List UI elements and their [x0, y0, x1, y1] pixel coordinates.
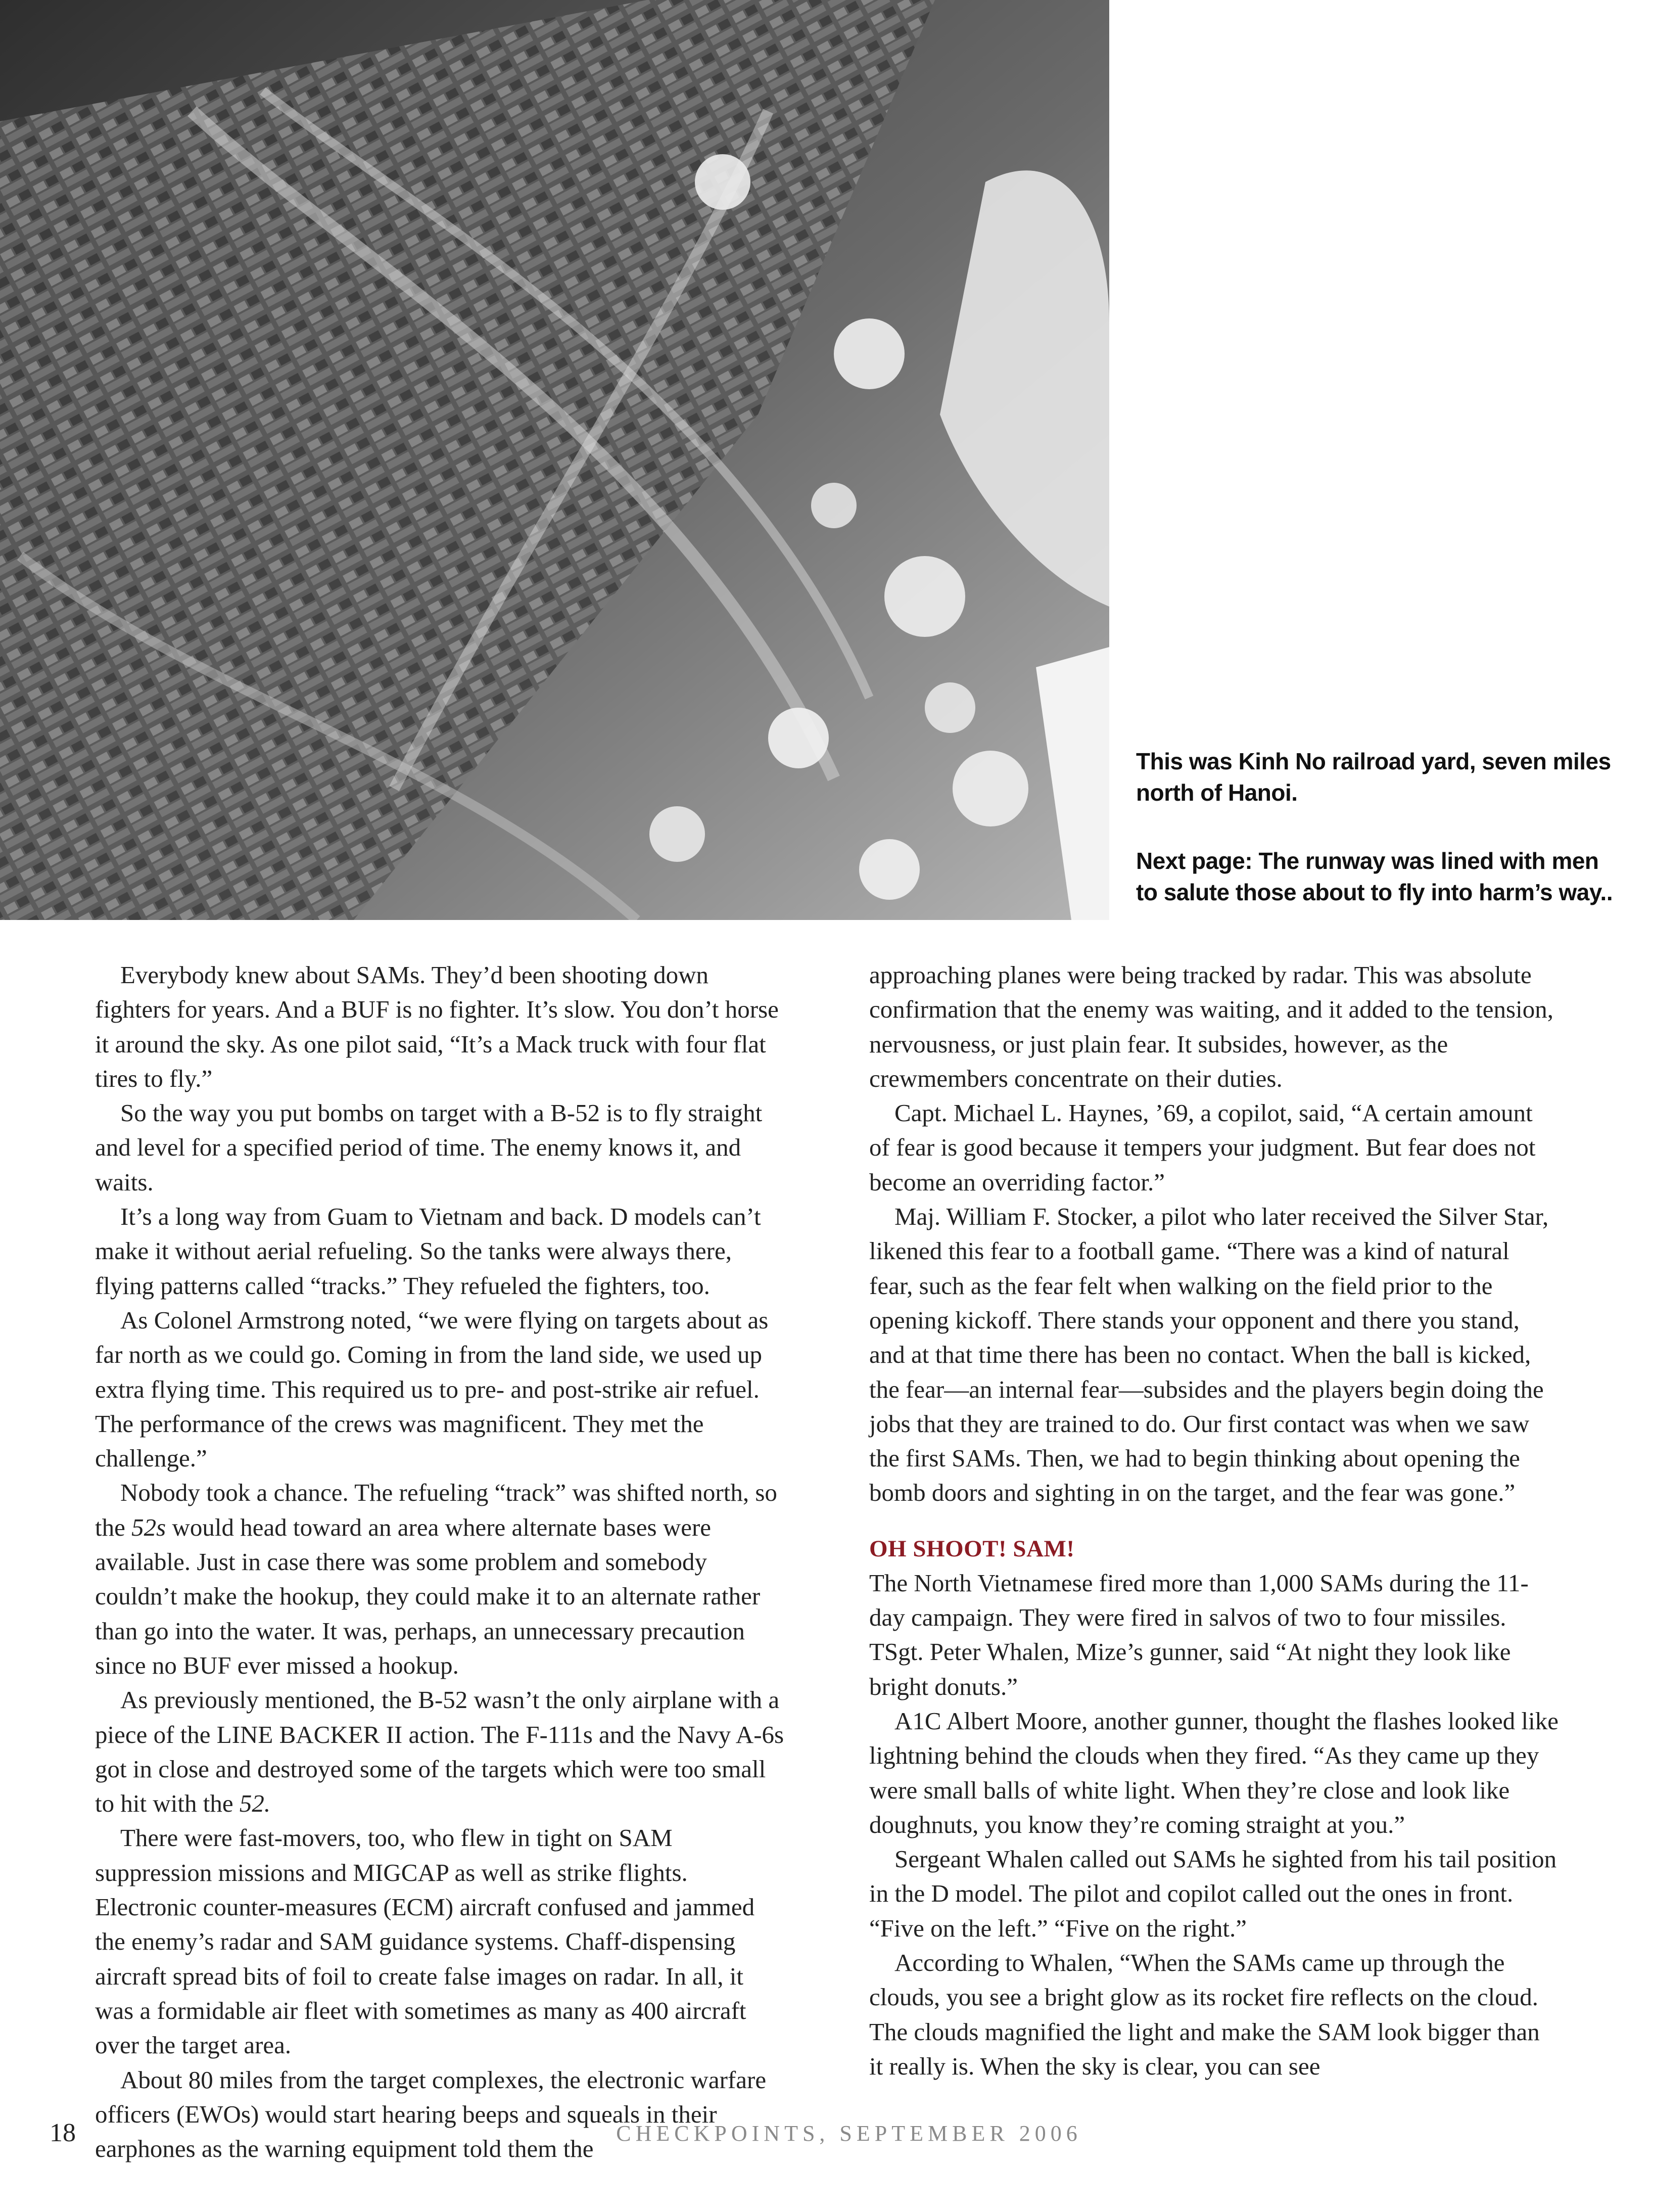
- paragraph: So the way you put bombs on target with a B-52 is to fly straight and level for a specified period of time. The enemy knows it, and waits.: [95, 1099, 763, 1196]
- paragraph: Everybody knew about SAMs. They’d been shooting down fighters for years. And a BUF is no fighter. It’s slow. You don’t horse it around the sky. As one pilot said, “It’s a Mack truck with four flat tires to fly.”: [95, 961, 779, 1092]
- page-number: 18: [50, 2118, 76, 2147]
- emphasis: 52.: [239, 1789, 271, 1818]
- left-column: [95, 958, 785, 2166]
- paragraph: [95, 1683, 785, 1821]
- paragraph: It’s a long way from Guam to Vietnam and back. D models can’t make it without aerial refueling. So the tanks were always there, flying patterns called “tracks.” They refueled the fighters, too.: [95, 1203, 761, 1300]
- paragraph: The North Vietnamese fired more than 1,000 SAMs during the 11-day campaign. They were fired in salvos of two to four missiles. TSgt. Peter Whalen, Mize’s gunner, said “At night they look like bright donuts.”: [869, 1569, 1529, 1700]
- paragraph: Maj. William F. Stocker, a pilot who later received the Silver Star, likened this fear to a football game. “There was a kind of natural fear, such as the fear felt when walking on the field prior to the opening kickoff. There stands your opponent and there you stand, and at that time there has been no contact. When the ball is kicked, the fear—an internal fear—subsides and the players begin doing the jobs that they are trained to do. Our first contact was when we saw the first SAMs. Then, we had to begin thinking about opening the bomb doors and sighting in on the target, and the fear was gone.”: [869, 1203, 1549, 1507]
- running-footer: CHECKPOINTS, SEPTEMBER 2006: [616, 2121, 1082, 2146]
- text-run: would head toward an area where alternate bases were available. Just in case there was some problem and somebody couldn’t make the hookup, they could make it to an alternate rather than go into the water. It was, perhaps, an unnecessary precaution since no BUF ever missed a hookup.: [95, 1513, 761, 1679]
- paragraph: approaching planes were being tracked by radar. This was absolute confirmation that the enemy was waiting, and it added to the tension, nervousness, or just plain fear. It subsides, however, as the crewmembers concentrate on their duties.: [869, 961, 1553, 1092]
- paragraph: A1C Albert Moore, another gunner, thought the flashes looked like lightning behind the clouds when they fired. “As they came up they were small balls of white light. When they’re close and look like doughnuts, you know they’re coming straight at you.”: [869, 1707, 1558, 1838]
- text-run: As previously mentioned, the B-52 wasn’t the only airplane with a piece of the LINE BACKER II action. The F-111s and the Navy A-6s got in close and destroyed some of the targets which were too small to hit with the: [95, 1686, 784, 1818]
- paragraph: As Colonel Armstrong noted, “we were flying on targets about as far north as we could go. Coming in from the land side, we used up extra flying time. This required us to pre- and post-strike air refuel. The performance of the crews was magnificent. They met the challenge.”: [95, 1306, 769, 1472]
- photo-caption-next-page: Next page: The runway was lined with men to salute those about to fly into harm’s way..: [1136, 848, 1613, 905]
- aerial-photo-railroad-yard-icon: [0, 0, 1109, 920]
- section-heading: OH SHOOT! SAM!: [869, 1535, 1075, 1562]
- paragraph: Sergeant Whalen called out SAMs he sighted from his tail position in the D model. The pilot and copilot called out the ones in front. “Five on the left.” “Five on the right.”: [869, 1845, 1557, 1942]
- paragraph: About 80 miles from the target complexes, the electronic warfare officers (EWOs) would start hearing beeps and squeals in their earphones as the warning equipment told them the: [95, 2065, 767, 2163]
- paragraph: According to Whalen, “When the SAMs came up through the clouds, you see a bright glow as its rocket fire reflects on the cloud. The clouds magnified the light and make the SAM look bigger than it really is. When the sky is clear, you can see: [869, 1949, 1540, 2080]
- emphasis: 52s: [131, 1513, 166, 1541]
- paragraph: Capt. Michael L. Haynes, ’69, a copilot, said, “A certain amount of fear is good because it tempers your judgment. But fear does not become an overriding factor.”: [869, 1099, 1536, 1196]
- right-column: [869, 958, 1559, 2084]
- photo-caption: This was Kinh No railroad yard, seven miles north of Hanoi.: [1136, 748, 1611, 806]
- aerial-photo: [0, 0, 1109, 920]
- paragraph: [95, 1476, 785, 1683]
- paragraph: There were fast-movers, too, who flew in tight on SAM suppression missions and MIGCAP as well as strike flights. Electronic counter-measures (ECM) aircraft confused and jammed the enemy’s radar and SAM guidance systems. Chaff-dispensing aircraft spread bits of foil to create false images on radar. In all, it was a formidable air fleet with sometimes as many as 400 aircraft over the target area.: [95, 1824, 755, 2059]
- text-run: Nobody took a chance. The refueling “track” was shifted north, so the: [95, 1479, 777, 1541]
